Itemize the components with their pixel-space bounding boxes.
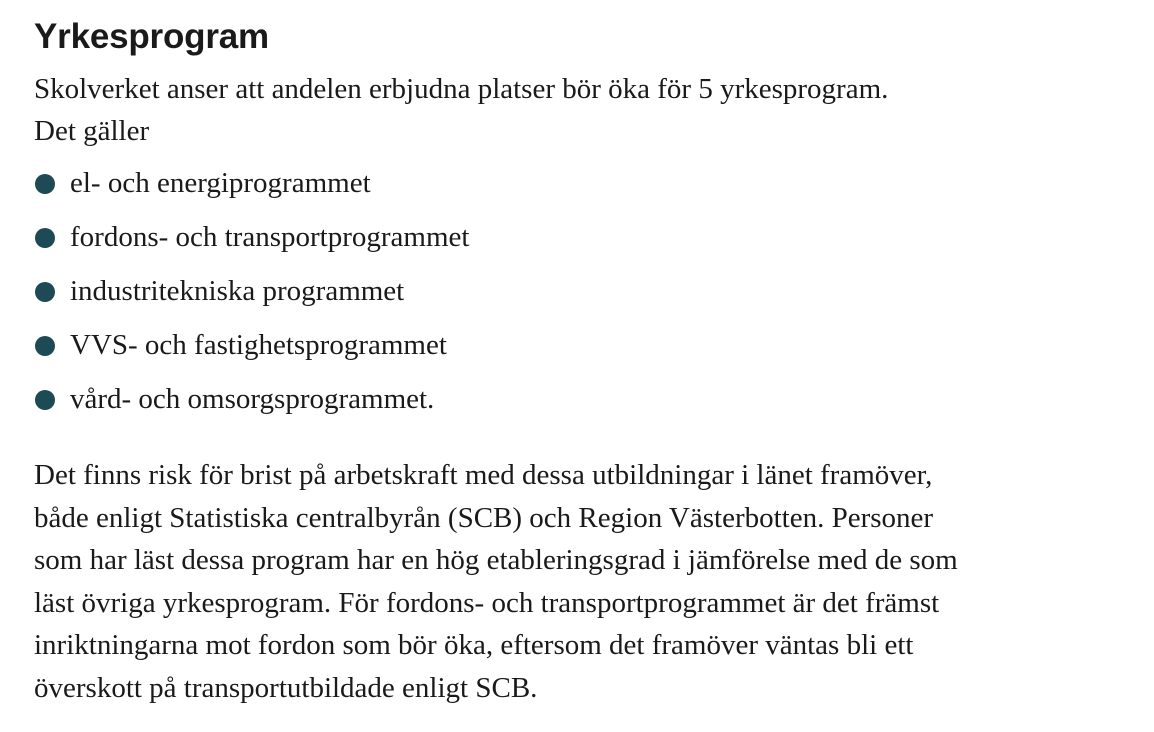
program-name: fordons- och transportprogrammet [70, 221, 470, 253]
intro-line-1: Skolverket anser att andelen erbjudna platser bör öka för 5 yrkesprogram. [34, 73, 889, 105]
body-line-5: inriktningarna mot fordon som bör öka, eftersom det framöver väntas bli ett [34, 629, 914, 661]
bullet-icon [35, 390, 55, 410]
bullet-icon [35, 174, 55, 194]
intro-paragraph [34, 68, 1144, 152]
program-name: VVS- och fastighetsprogrammet [70, 329, 447, 361]
body-paragraph [34, 454, 1146, 709]
bullet-icon [35, 228, 55, 248]
intro-line-2: Det gäller [34, 115, 150, 147]
program-name: el- och energiprogrammet [70, 167, 371, 199]
program-name: industritekniska programmet [70, 275, 405, 307]
section-heading: Yrkesprogram [34, 17, 269, 56]
body-line-2: både enligt Statistiska centralbyrån (SCB) och Region Västerbotten. Personer [34, 501, 934, 534]
body-line-3: som har läst dessa program har en hög etableringsgrad i jämförelse med de som [34, 544, 958, 576]
list-item [34, 264, 1144, 318]
bullet-icon [35, 282, 55, 302]
bullet-icon [35, 336, 55, 356]
body-line-6: överskott på transportutbildade enligt SCB. [34, 671, 538, 704]
list-item [34, 372, 1144, 426]
program-list [34, 156, 1144, 426]
list-item [34, 210, 1144, 264]
body-line-1: Det finns risk för brist på arbetskraft med dessa utbildningar i länet framöver, [34, 459, 933, 491]
body-line-4: läst övriga yrkesprogram. För fordons- och transportprogrammet är det främst [34, 586, 940, 619]
article-section [34, 14, 1144, 709]
list-item [34, 318, 1144, 372]
program-name: vård- och omsorgsprogrammet. [70, 383, 435, 415]
list-item [34, 156, 1144, 210]
